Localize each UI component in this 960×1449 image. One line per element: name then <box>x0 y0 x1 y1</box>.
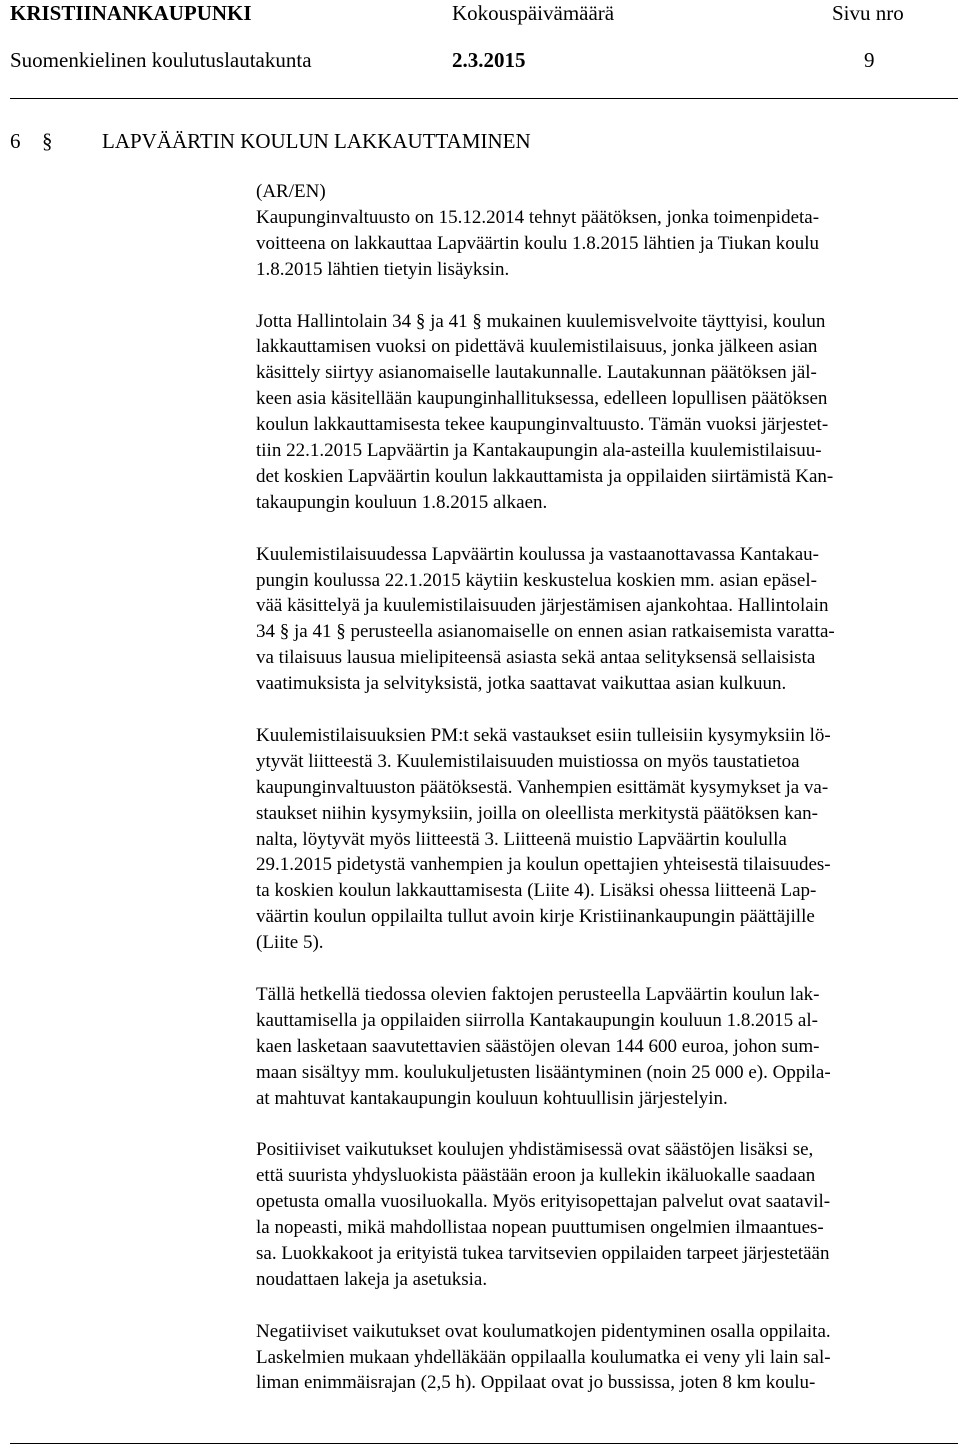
body-line: la nopeasti, mikä mahdollistaa nopean puuttumisen ongelmien ilmaantues- <box>256 1217 824 1238</box>
body-line: Jotta Hallintolain 34 § ja 41 § mukainen kuulemisvelvoite täyttyisi, koulun <box>256 310 826 332</box>
body-line: vaatimuksista ja selvityksistä, jotka saattavat vaikuttaa asian kulkuun. <box>256 673 787 695</box>
body-line: liman enimmäisrajan (2,5 h). Oppilaat ovat jo bussissa, joten 8 km koulu- <box>256 1372 816 1394</box>
body-line: Tällä hetkellä tiedossa olevien faktojen perusteella Lapväärtin koulun lak- <box>256 983 820 1005</box>
body-line: Negatiiviset vaikutukset ovat koulumatkojen pidentyminen osalla oppilaita. <box>256 1320 831 1342</box>
committee-name: Suomenkielinen koulutuslautakunta <box>10 48 312 72</box>
organization-name: KRISTIINANKAUPUNKI <box>10 1 252 25</box>
body-line: det koskien Lapväärtin koulun lakkauttamista ja oppilaiden siirtämistä Kan- <box>256 465 834 487</box>
body-line: noudattaen lakeja ja asetuksia. <box>256 1268 488 1290</box>
body-line: lakkauttamisen vuoksi on pidettävä kuulemistilaisuus, jonka jälkeen asian <box>256 336 818 358</box>
body-line: vää käsittelyä ja kuulemistilaisuuden järjestämisen ajankohtaa. Hallintolain <box>256 595 829 617</box>
page-number-label: Sivu nro <box>832 1 904 25</box>
body-line: opetusta omalla vuosiluokalla. Myös erityisopettajan palvelut ovat saatavil- <box>256 1191 831 1213</box>
body-line: (AR/EN) <box>256 181 326 202</box>
body-line: ytyvät liitteestä 3. Kuulemistilaisuuden muistiossa on myös taustatietoa <box>256 750 800 772</box>
body-line: koulun lakkauttamisesta tekee kaupunginvaltuusto. Tämän vuoksi järjestet- <box>256 414 829 436</box>
meeting-date: 2.3.2015 <box>452 48 526 72</box>
body-line: kaupunginvaltuuston päätöksestä. Vanhempien esittämät kysymykset ja va- <box>256 776 829 798</box>
body-line: 29.1.2015 pidetystä vanhempien ja koulun opettajien yhteisestä tilaisuudes- <box>256 854 831 876</box>
body-line: nalta, löytyvät myös liitteestä 3. Liitteenä muistio Lapväärtin koululla <box>256 828 787 850</box>
body-line: Kuulemistilaisuuksien PM:t sekä vastaukset esiin tulleisiin kysymyksiin lö- <box>256 724 831 746</box>
body-line: käsittely siirtyy asianomaiselle lautakunnalle. Lautakunnan päätöksen jäl- <box>256 362 817 384</box>
body-line: kauttamisella ja oppilaiden siirrolla Kantakaupungin kouluun 1.8.2015 al- <box>256 1009 818 1031</box>
body-line: Kuulemistilaisuudessa Lapväärtin koulussa ja vastaanottavassa Kantakau- <box>256 543 819 565</box>
header-row-1 <box>0 0 960 26</box>
body-line: kaen lasketaan saavutettavien säästöjen olevan 144 600 euroa, johon sum- <box>256 1035 820 1057</box>
body-line: ta koskien koulun lakkauttamisesta (Liite 4). Lisäksi ohessa liitteenä Lap- <box>256 880 817 902</box>
body-line: takaupungin kouluun 1.8.2015 alkaen. <box>256 491 548 513</box>
body-line: va tilaisuus lausua mielipiteensä asiasta sekä antaa selityksensä sellaisista <box>256 647 816 669</box>
body-line: staukset niihin kysymyksiin, joilla on oleellista merkitystä päätöksen kan- <box>256 802 818 824</box>
body-line: voitteena on lakkauttaa Lapväärtin koulu 1.8.2015 lähtien ja Tiukan koulu <box>256 232 820 254</box>
footer-divider <box>10 1443 958 1444</box>
body-line: tiin 22.1.2015 Lapväärtin ja Kantakaupungin ala-asteilla kuulemistilaisuu- <box>256 440 822 461</box>
header-divider <box>10 98 958 99</box>
body-line: väärtin koulun oppilailta tullut avoin kirje Kristiinankaupungin päättäjille <box>256 906 815 928</box>
body-line: Kaupunginvaltuusto on 15.12.2014 tehnyt päätöksen, jonka toimenpideta- <box>256 206 820 228</box>
header-row-2 <box>0 47 960 73</box>
section-number: 6 <box>10 129 21 153</box>
meeting-date-label: Kokouspäivämäärä <box>452 1 615 25</box>
body-line: sa. Luokkakoot ja erityistä tukea tarvitsevien oppilaiden tarpeet järjestetään <box>256 1242 830 1264</box>
body-line: 1.8.2015 lähtien tietyin lisäyksin. <box>256 258 510 280</box>
body-line: at mahtuvat kantakaupungin kouluun kohtuullisin järjestelyin. <box>256 1087 728 1109</box>
body-line: pungin koulussa 22.1.2015 käytiin keskustelua koskien mm. asian epäsel- <box>256 569 817 591</box>
body-line: maan sisältyy mm. koulukuljetusten lisääntyminen (noin 25 000 e). Oppila- <box>256 1061 831 1083</box>
section-title: LAPVÄÄRTIN KOULUN LAKKAUTTAMINEN <box>102 129 531 153</box>
body-line: Positiiviset vaikutukset koulujen yhdistämisessä ovat säästöjen lisäksi se, <box>256 1139 814 1161</box>
body-line: että suurista yhdysluokista päästään eroon ja kullekin ikäluokalle saadaan <box>256 1165 816 1187</box>
page-number: 9 <box>864 48 875 72</box>
body-line: Laskelmien mukaan yhdelläkään oppilaalla koulumatka ei veny yli lain sal- <box>256 1346 831 1368</box>
body-line: (Liite 5). <box>256 932 324 954</box>
body-line: keen asia käsitellään kaupunginhallituksessa, edelleen lopullisen päätöksen <box>256 388 828 410</box>
section-symbol: § <box>42 129 53 153</box>
body-line: 34 § ja 41 § perusteella asianomaiselle on ennen asian ratkaisemista varatta- <box>256 621 835 643</box>
